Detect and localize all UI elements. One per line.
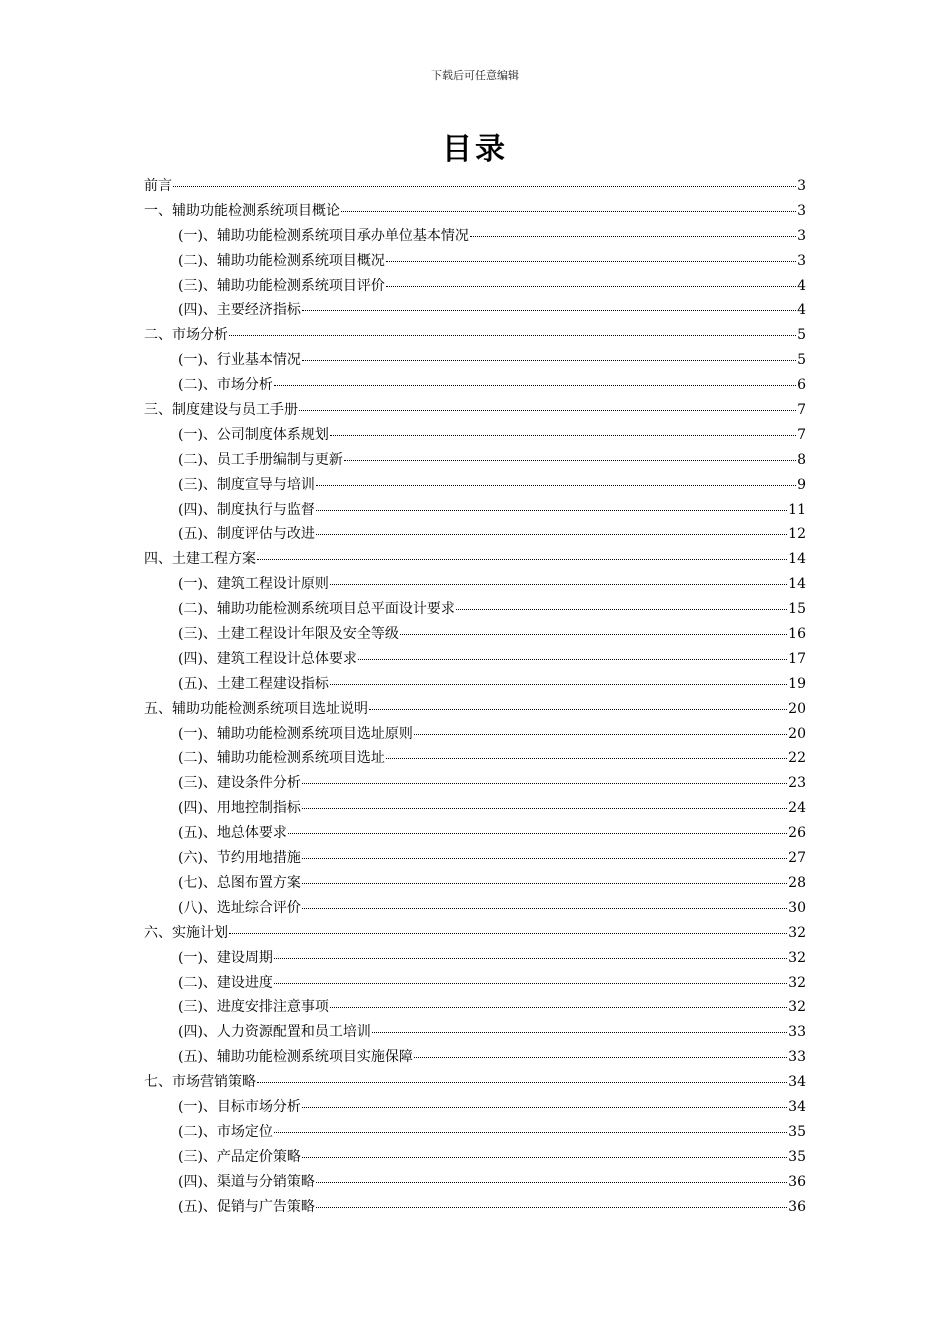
toc-dot-leader [386,261,796,262]
toc-entry[interactable] [144,1046,806,1071]
toc-entry[interactable] [144,797,806,822]
toc-entry[interactable] [144,374,806,399]
toc-dot-leader [341,211,796,212]
toc-entry[interactable] [144,250,806,275]
toc-dot-leader [316,1182,787,1183]
toc-dot-leader [344,460,796,461]
toc-entry-page: 34 [788,1074,806,1091]
page-header: 下载后可任意编辑 [431,69,519,82]
toc-entry-page: 11 [788,501,806,518]
toc-entry-label: 前言 [144,178,172,194]
toc-entry[interactable] [144,200,806,225]
toc-entry-page: 27 [788,850,806,867]
toc-dot-leader [386,758,787,759]
toc-entry-page: 5 [797,327,806,344]
toc-entry-label: (四)、主要经济指标 [178,302,301,319]
toc-dot-leader [173,186,796,187]
toc-dot-leader [386,286,796,287]
toc-dot-leader [316,534,787,535]
toc-entry-page: 15 [788,601,806,618]
toc-entry-page: 30 [788,899,806,916]
toc-entry-label: 七、市场营销策略 [144,1074,256,1091]
toc-dot-leader [288,833,787,834]
toc-dot-leader [302,908,787,909]
toc-entry-page: 4 [797,277,806,294]
toc-entry-label: 二、市场分析 [144,327,228,344]
toc-entry-page: 3 [797,202,806,219]
toc-entry-label: (四)、人力资源配置和员工培训 [178,1024,371,1041]
toc-entry-page: 33 [788,1049,806,1066]
toc-entry-label: 五、辅助功能检测系统项目选址说明 [144,700,368,717]
toc-entry-label: (二)、市场定位 [178,1123,273,1140]
toc-entry[interactable] [144,324,806,349]
toc-dot-leader [302,310,796,311]
toc-entry[interactable] [144,747,806,772]
toc-dot-leader [456,609,787,610]
toc-entry-label: (二)、员工手册编制与更新 [178,451,343,468]
toc-entry-label: (三)、辅助功能检测系统项目评价 [178,277,385,294]
toc-entry-page: 5 [797,352,806,369]
toc-entry[interactable] [144,947,806,972]
toc-dot-leader [302,1157,787,1158]
toc-entry[interactable] [144,922,806,947]
toc-entry-page: 35 [788,1148,806,1165]
toc-entry[interactable] [144,523,806,548]
toc-entry-label: (五)、土建工程建设指标 [178,675,329,692]
toc-dot-leader [358,659,787,660]
toc-entry[interactable] [144,175,806,200]
toc-entry-page: 3 [797,227,806,244]
page-title: 目录 [442,132,508,167]
toc-entry[interactable] [144,872,806,897]
toc-entry-page: 20 [788,725,806,742]
toc-entry-label: (四)、用地控制指标 [178,800,301,817]
toc-entry-label: (二)、市场分析 [178,377,273,394]
toc-entry-page: 6 [797,377,806,394]
toc-entry[interactable] [144,598,806,623]
toc-entry-label: (一)、辅助功能检测系统项目选址原则 [178,725,413,742]
toc-entry-page: 4 [797,302,806,319]
toc-entry[interactable] [144,723,806,748]
toc-dot-leader [414,1057,787,1058]
toc-entry-page: 7 [797,402,806,419]
toc-dot-leader [302,808,787,809]
toc-entry-page: 16 [788,626,806,643]
toc-entry[interactable] [144,1021,806,1046]
toc-entry-page: 36 [788,1173,806,1190]
toc-entry[interactable] [144,349,806,374]
toc-entry-label: (二)、辅助功能检测系统项目概况 [178,252,385,269]
toc-entry[interactable] [144,648,806,673]
table-of-contents [144,175,806,1220]
toc-dot-leader [302,858,787,859]
toc-entry-label: (四)、制度执行与监督 [178,501,315,518]
toc-entry-label: (三)、产品定价策略 [178,1148,301,1165]
toc-dot-leader [316,510,787,511]
toc-entry-page: 12 [788,526,806,543]
toc-entry-label: 六、实施计划 [144,924,228,941]
toc-entry-label: 三、制度建设与员工手册 [144,402,298,419]
toc-entry-page: 36 [788,1198,806,1215]
toc-entry[interactable] [144,424,806,449]
toc-dot-leader [257,1082,787,1083]
toc-dot-leader [330,584,787,585]
toc-entry[interactable] [144,897,806,922]
toc-entry-label: (六)、节约用地措施 [178,850,301,867]
toc-dot-leader [229,335,796,336]
toc-dot-leader [316,485,796,486]
toc-entry-page: 32 [788,974,806,991]
toc-dot-leader [372,1032,787,1033]
toc-entry-page: 17 [788,650,806,667]
toc-dot-leader [274,385,796,386]
toc-entry[interactable] [144,772,806,797]
toc-entry-label: (二)、辅助功能检测系统项目总平面设计要求 [178,601,455,618]
toc-entry-label: (一)、建筑工程设计原则 [178,576,329,593]
toc-entry[interactable] [144,225,806,250]
toc-entry[interactable] [144,1171,806,1196]
toc-entry-page: 3 [797,252,806,269]
toc-entry[interactable] [144,474,806,499]
toc-entry-label: (四)、建筑工程设计总体要求 [178,650,357,667]
toc-entry-label: (五)、制度评估与改进 [178,526,315,543]
toc-entry[interactable] [144,673,806,698]
toc-dot-leader [400,634,787,635]
toc-entry-page: 3 [797,178,806,194]
toc-entry[interactable] [144,548,806,573]
toc-entry-page: 24 [788,800,806,817]
toc-entry[interactable] [144,1121,806,1146]
toc-entry-label: (五)、促销与广告策略 [178,1198,315,1215]
toc-entry-page: 28 [788,874,806,891]
toc-entry-label: (三)、土建工程设计年限及安全等级 [178,626,399,643]
toc-entry-label: (一)、行业基本情况 [178,352,301,369]
toc-entry-page: 34 [788,1098,806,1115]
toc-entry-page: 32 [788,949,806,966]
toc-entry-label: (一)、目标市场分析 [178,1098,301,1115]
toc-entry[interactable] [144,449,806,474]
toc-entry-page: 26 [788,825,806,842]
toc-dot-leader [257,559,787,560]
toc-entry-page: 8 [797,451,806,468]
toc-entry-page: 23 [788,775,806,792]
toc-entry-label: (二)、建设进度 [178,974,273,991]
toc-dot-leader [414,734,787,735]
toc-entry-page: 20 [788,700,806,717]
toc-entry-page: 14 [788,551,806,568]
toc-entry[interactable] [144,972,806,997]
toc-dot-leader [369,709,787,710]
toc-entry-label: (七)、总图布置方案 [178,874,301,891]
toc-entry-label: (八)、选址综合评价 [178,899,301,916]
toc-entry[interactable] [144,1071,806,1096]
toc-entry[interactable] [144,698,806,723]
toc-dot-leader [299,410,796,411]
toc-entry-label: (三)、制度宣导与培训 [178,476,315,493]
toc-entry-label: (一)、建设周期 [178,949,273,966]
toc-entry-label: (一)、辅助功能检测系统项目承办单位基本情况 [178,227,469,244]
toc-entry[interactable] [144,275,806,300]
toc-entry-label: (三)、进度安排注意事项 [178,999,329,1016]
toc-dot-leader [330,684,787,685]
toc-entry-page: 32 [788,999,806,1016]
toc-dot-leader [274,958,787,959]
toc-dot-leader [302,360,796,361]
toc-entry[interactable] [144,573,806,598]
toc-entry[interactable] [144,1196,806,1221]
toc-entry-page: 14 [788,576,806,593]
toc-entry-page: 7 [797,426,806,443]
toc-dot-leader [330,435,796,436]
toc-dot-leader [229,933,787,934]
toc-entry-page: 9 [797,476,806,493]
toc-dot-leader [470,236,796,237]
toc-entry-label: (五)、辅助功能检测系统项目实施保障 [178,1049,413,1066]
toc-entry[interactable] [144,499,806,524]
toc-dot-leader [302,1107,787,1108]
toc-entry[interactable] [144,299,806,324]
toc-dot-leader [274,983,787,984]
toc-entry-page: 19 [788,675,806,692]
toc-entry-label: (五)、地总体要求 [178,825,287,842]
toc-entry-label: 四、土建工程方案 [144,551,256,568]
toc-dot-leader [302,783,787,784]
toc-dot-leader [274,1132,787,1133]
toc-dot-leader [316,1207,787,1208]
toc-entry-page: 33 [788,1024,806,1041]
toc-entry-label: (三)、建设条件分析 [178,775,301,792]
toc-entry-label: 一、辅助功能检测系统项目概论 [144,202,340,219]
toc-entry-label: (一)、公司制度体系规划 [178,426,329,443]
toc-entry[interactable] [144,1096,806,1121]
toc-dot-leader [302,883,787,884]
toc-entry[interactable] [144,1146,806,1171]
toc-entry[interactable] [144,822,806,847]
toc-entry[interactable] [144,847,806,872]
toc-entry-label: (四)、渠道与分销策略 [178,1173,315,1190]
toc-entry-label: (二)、辅助功能检测系统项目选址 [178,750,385,767]
toc-entry-page: 22 [788,750,806,767]
toc-entry[interactable] [144,399,806,424]
toc-entry[interactable] [144,996,806,1021]
toc-entry-page: 35 [788,1123,806,1140]
toc-dot-leader [330,1007,787,1008]
toc-entry-page: 32 [788,924,806,941]
toc-entry[interactable] [144,623,806,648]
